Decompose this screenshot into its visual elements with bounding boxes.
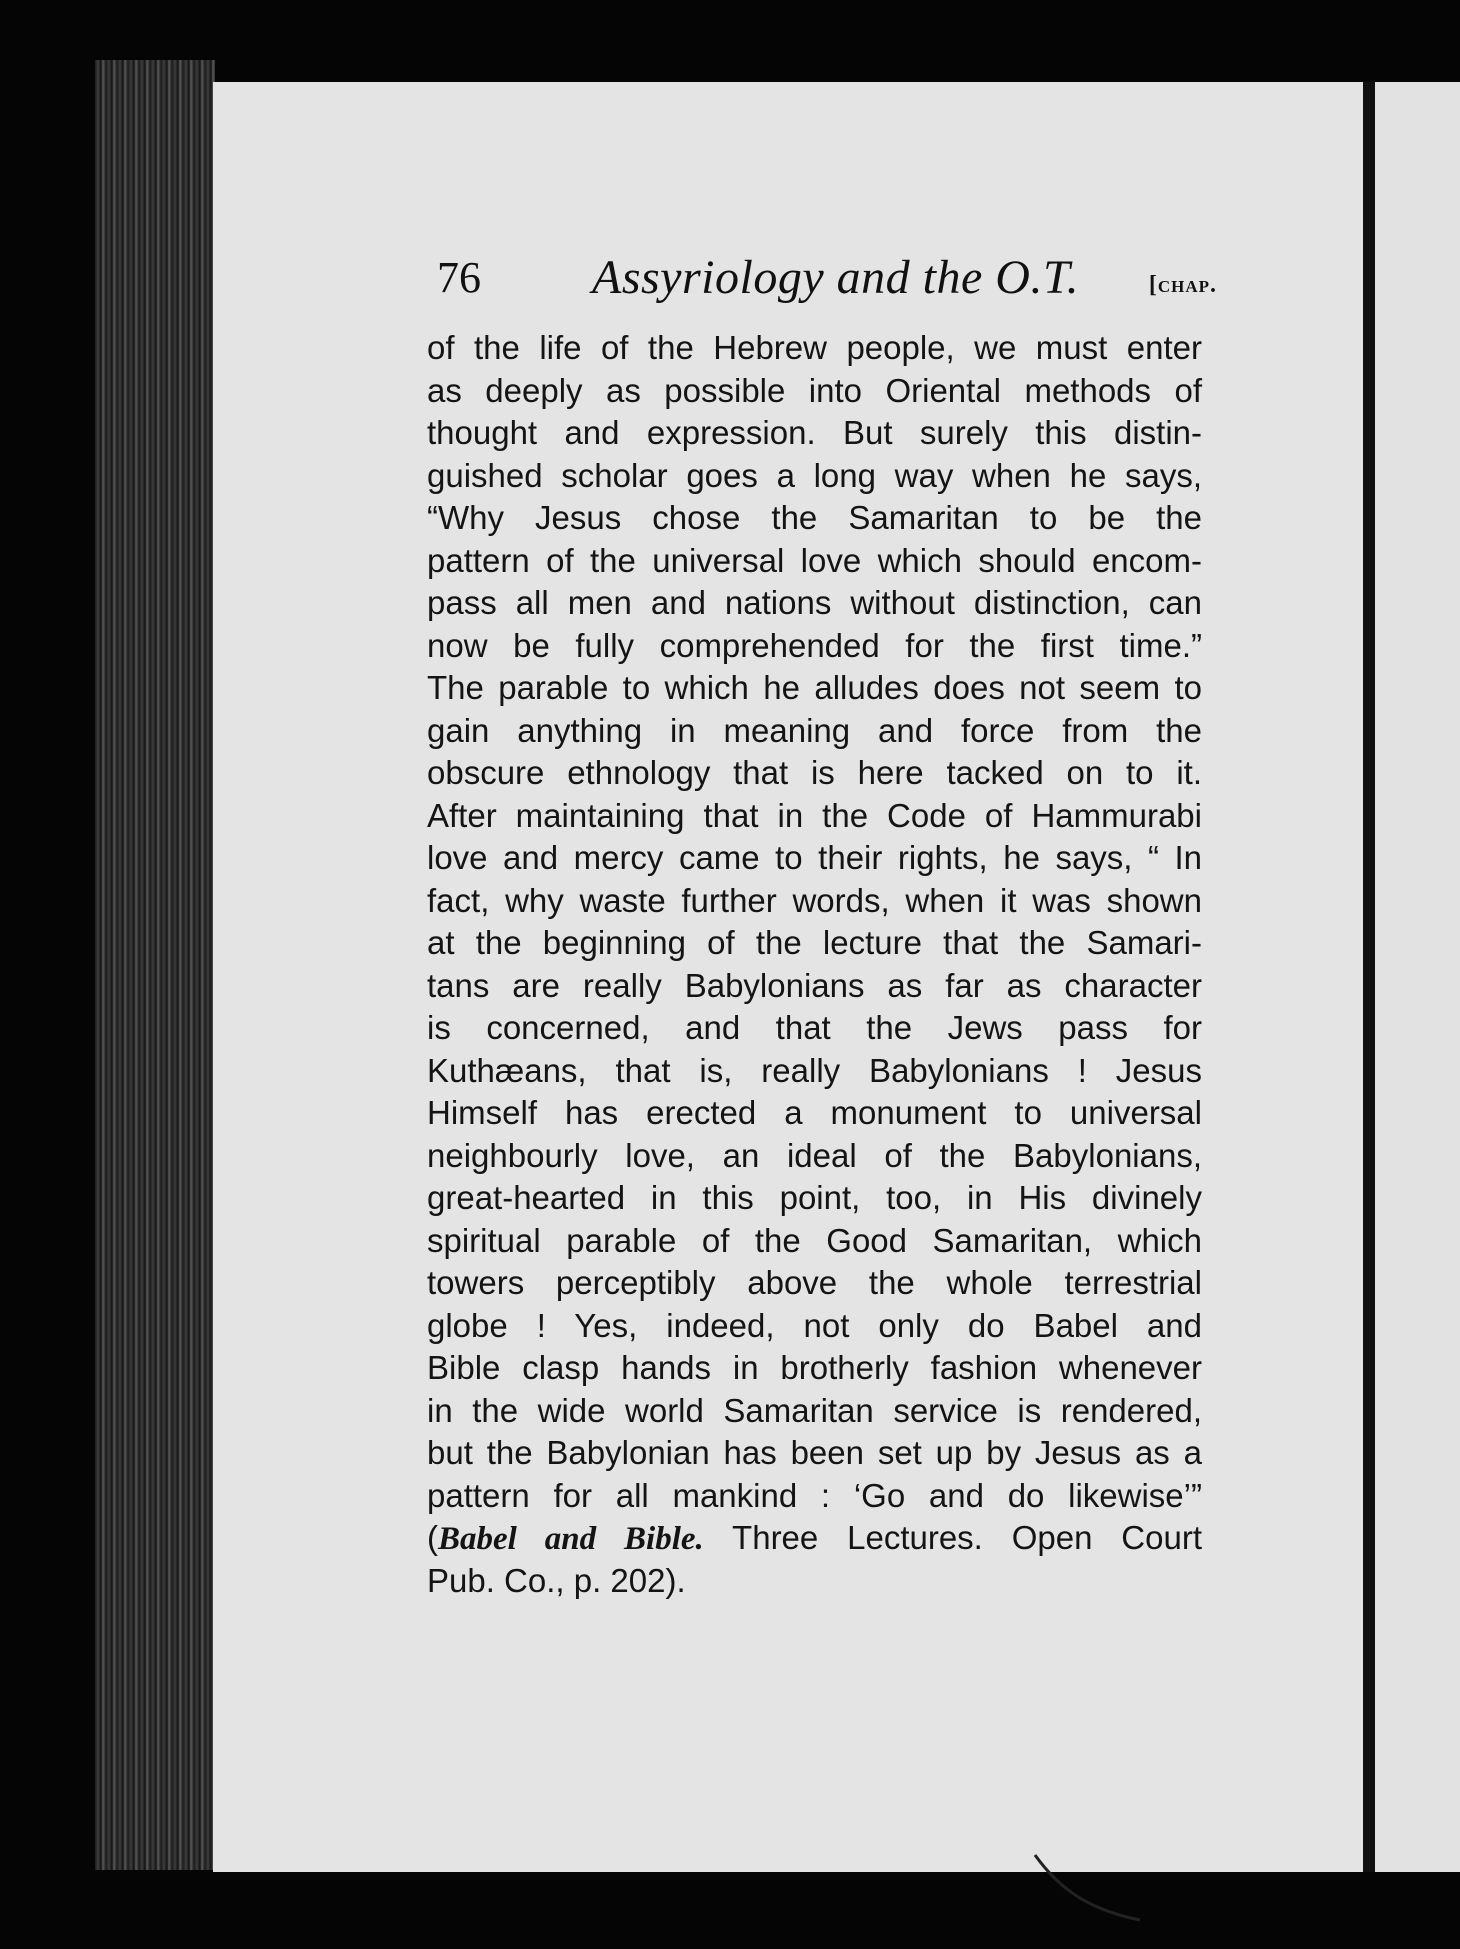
text-line: The parable to which he alludes does not seem to xyxy=(427,669,1202,706)
body-text xyxy=(427,327,1202,1602)
bookmark-string xyxy=(1030,1850,1150,1930)
page-number: 76 xyxy=(437,253,481,302)
text-line: After maintaining that in the Code of Hammurabi xyxy=(427,796,1202,834)
text-line: towers perceptibly above the whole terrestrial xyxy=(427,1264,1202,1301)
citation-line xyxy=(427,1517,1202,1560)
citation-details: Three Lectures. Open Court xyxy=(703,1519,1202,1556)
text-line: Kuthæans, that is, really Babylonians ! Jesus xyxy=(427,1051,1202,1089)
book-page-edges xyxy=(95,60,215,1870)
text-line: globe ! Yes, indeed, not only do Babel and xyxy=(427,1306,1202,1344)
text-line: pattern for all mankind : ‘Go and do likewise’” xyxy=(427,1476,1202,1514)
text-line: at the beginning of the lecture that the Samari- xyxy=(427,924,1202,961)
adjacent-page xyxy=(1375,82,1460,1872)
text-line: thought and expression. But surely this distin- xyxy=(427,414,1202,451)
text-line: gain anything in meaning and force from the xyxy=(427,711,1202,749)
text-line: Bible clasp hands in brotherly fashion whenever xyxy=(427,1349,1202,1386)
page-header xyxy=(437,252,1217,312)
text-line: tans are really Babylonians as far as character xyxy=(427,966,1202,1004)
text-line: as deeply as possible into Oriental methods of xyxy=(427,371,1202,409)
chapter-mark: [chap. xyxy=(1148,272,1217,298)
text-line: Himself has erected a monument to universal xyxy=(427,1094,1202,1131)
text-line: “Why Jesus chose the Samaritan to be the xyxy=(427,499,1202,536)
citation-title: Babel and Bible. xyxy=(438,1521,704,1557)
text-line: pattern of the universal love which should encom- xyxy=(427,541,1202,579)
text-line: pass all men and nations without distinction, can xyxy=(427,584,1202,621)
text-line: fact, why waste further words, when it was shown xyxy=(427,881,1202,919)
text-line: now be fully comprehended for the first time.” xyxy=(427,626,1202,664)
text-line: neighbourly love, an ideal of the Babylonians, xyxy=(427,1136,1202,1174)
text-line: but the Babylonian has been set up by Jesus as a xyxy=(427,1434,1202,1471)
text-line: great-hearted in this point, too, in His divinely xyxy=(427,1179,1202,1216)
page-gutter xyxy=(1363,82,1375,1872)
text-line: in the wide world Samaritan service is rendered, xyxy=(427,1391,1202,1429)
text-line: is concerned, and that the Jews pass for xyxy=(427,1009,1202,1046)
text-line: guished scholar goes a long way when he says, xyxy=(427,456,1202,494)
text-line-final: Pub. Co., p. 202). xyxy=(427,1561,686,1599)
citation-open-paren: ( xyxy=(427,1519,438,1556)
text-line: love and mercy came to their rights, he says, “ In xyxy=(427,839,1202,876)
text-line: of the life of the Hebrew people, we must enter xyxy=(427,329,1202,366)
running-title: Assyriology and the O.T. xyxy=(592,251,1080,304)
text-line: obscure ethnology that is here tacked on to it. xyxy=(427,754,1202,791)
text-line: spiritual parable of the Good Samaritan, which xyxy=(427,1221,1202,1259)
